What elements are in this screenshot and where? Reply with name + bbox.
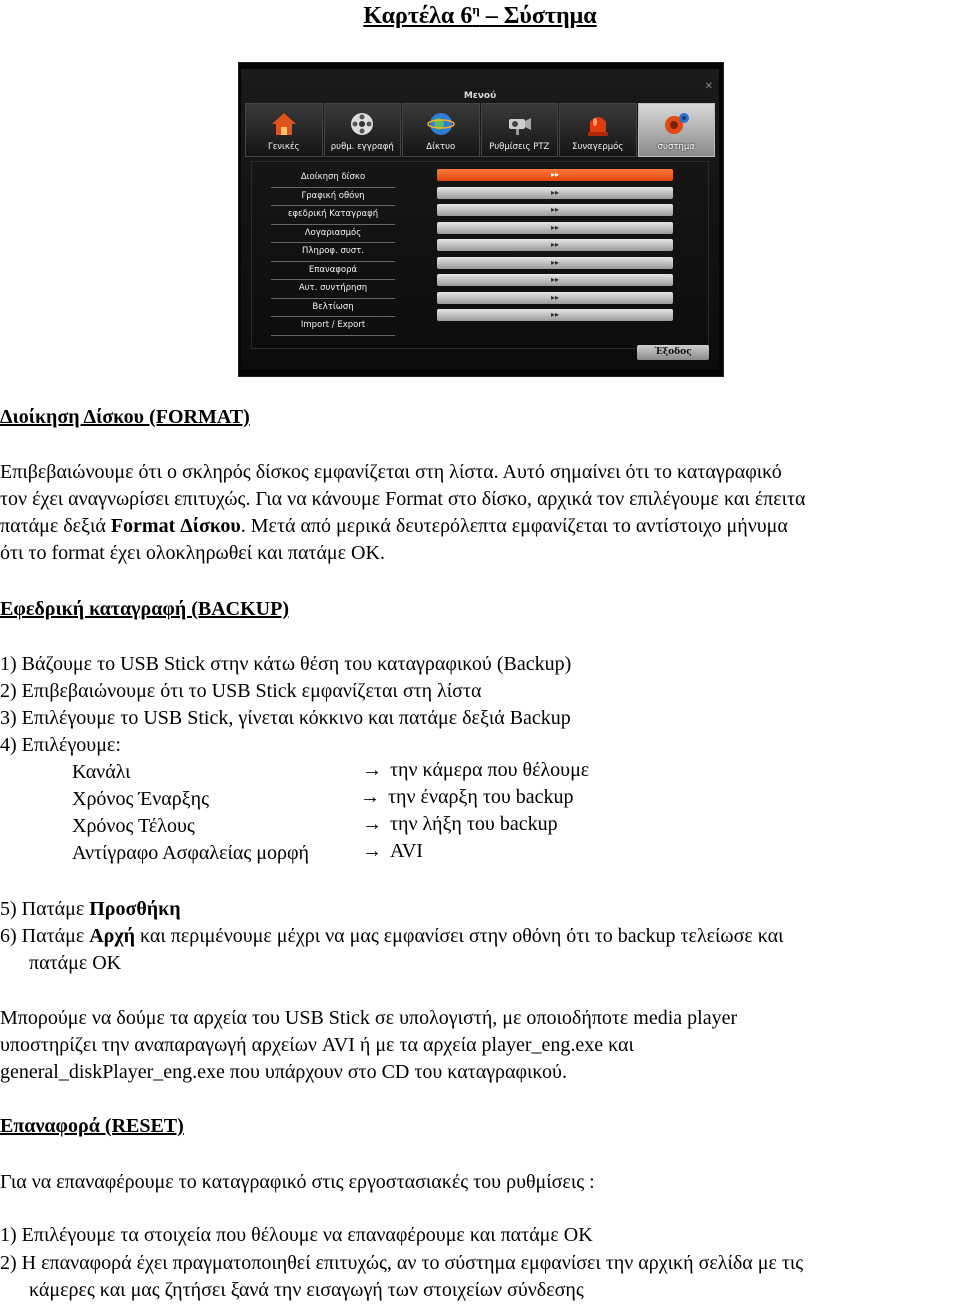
tab-record[interactable]: ρυθμ. εγγραφή bbox=[324, 103, 402, 157]
tab-network[interactable]: Δίκτυο bbox=[402, 103, 480, 157]
option-value: την λήξη του backup bbox=[390, 813, 558, 835]
format-heading: Διοίκηση Δίσκου (FORMAT) bbox=[0, 406, 250, 428]
arrow-button[interactable]: ▸▸ bbox=[437, 187, 673, 199]
arrow-icon: → bbox=[362, 759, 382, 781]
menu-item-import-export[interactable]: Import / Export bbox=[271, 317, 395, 336]
arrow-button[interactable]: ▸▸ bbox=[437, 222, 673, 234]
film-reel-icon bbox=[347, 110, 377, 138]
menu-item-account[interactable]: Λογαριασμός bbox=[271, 225, 395, 244]
reset-intro: Για να επαναφέρουμε το καταγραφικό στις εργοστασιακές του ρυθμίσεις : bbox=[0, 1171, 595, 1193]
backup-step-5: 5) Πατάμε Προσθήκη bbox=[0, 898, 181, 920]
arrow-button[interactable]: ▸▸ bbox=[437, 274, 673, 286]
arrow-button[interactable]: ▸▸ bbox=[437, 257, 673, 269]
menu-item-maintenance[interactable]: Αυτ. συντήρηση bbox=[271, 280, 395, 299]
arrow-icon: → bbox=[362, 813, 382, 835]
option-value: AVI bbox=[390, 840, 423, 862]
backup-note-1: Μπορούμε να δούμε τα αρχεία του USB Stick σε υπολογιστή, με οποιοδήποτε media player bbox=[0, 1007, 738, 1029]
reset-step-2-cont: κάμερες και μας ζητήσει ξανά την εισαγωγή των στοιχείων σύνδεσης bbox=[29, 1279, 584, 1301]
reset-heading: Επαναφορά (RESET) bbox=[0, 1115, 184, 1137]
format-line-2: τον έχει αναγνωρίσει επιτυχώς. Για να κάνουμε Format στο δίσκο, αρχικά τον επιλέγουμε και έπειτα bbox=[0, 488, 806, 510]
option-label: Χρόνος Τέλους bbox=[72, 815, 195, 837]
alarm-siren-icon bbox=[583, 110, 613, 138]
page-title: Καρτέλα $6^\eta$ – Σύστημα bbox=[363, 2, 597, 29]
menu-item-info[interactable]: Πληροφ. συστ. bbox=[271, 243, 395, 262]
tab-alarm[interactable]: Συναγερμός bbox=[559, 103, 637, 157]
menu-item-backup[interactable]: εφεδρική Καταγραφή bbox=[271, 206, 395, 225]
arrow-button[interactable]: ▸▸ bbox=[437, 239, 673, 251]
system-menu-list bbox=[271, 169, 395, 336]
exit-button[interactable]: Έξοδος bbox=[637, 345, 709, 360]
format-line-4: ότι το format έχει ολοκληρωθεί και πατάμε OK. bbox=[0, 542, 385, 564]
tab-system[interactable]: σύστημα bbox=[638, 103, 716, 157]
menu-item-disk[interactable]: Διοίκηση δίσκο bbox=[271, 169, 395, 188]
gears-icon bbox=[661, 110, 691, 138]
window-title: Μενού bbox=[463, 91, 497, 101]
backup-step-1: 1) Βάζουμε το USB Stick στην κάτω θέση του καταγραφικού (Backup) bbox=[0, 653, 572, 675]
option-label: Χρόνος Έναρξης bbox=[72, 788, 210, 810]
format-line-1: Επιβεβαιώνουμε ότι ο σκληρός δίσκος εμφανίζεται στη λίστα. Αυτό σημαίνει ότι το καταγραφικό bbox=[0, 461, 782, 483]
arrow-button[interactable]: ▸▸ bbox=[437, 309, 673, 321]
menu-item-reset[interactable]: Επαναφορά bbox=[271, 262, 395, 281]
option-label: Αντίγραφο Ασφαλείας μορφή bbox=[72, 842, 309, 864]
arrow-icon: → bbox=[362, 840, 382, 862]
backup-step-3: 3) Επιλέγουμε το USB Stick, γίνεται κόκκινο και πατάμε δεξιά Backup bbox=[0, 707, 571, 729]
tab-ptz[interactable]: Ρυθμίσεις PTZ bbox=[481, 103, 559, 157]
backup-note-2: υποστηρίζει την αναπαραγωγή αρχείων AVI ή με τα αρχεία player_eng.exe και bbox=[0, 1034, 634, 1056]
tab-general[interactable]: Γενικές bbox=[245, 103, 323, 157]
reset-step-2: 2) Η επαναφορά έχει πραγματοποιηθεί επιτυχώς, αν το σύστημα εμφανίσει την αρχική σελίδα με τις bbox=[0, 1252, 804, 1274]
close-icon: ✕ bbox=[704, 81, 713, 92]
arrow-icon: → bbox=[360, 786, 380, 808]
menu-item-display[interactable]: Γραφική οθόνη bbox=[271, 188, 395, 207]
menu-arrow-buttons bbox=[437, 169, 673, 327]
backup-step-4: 4) Επιλέγουμε: bbox=[0, 734, 121, 756]
format-line-3: πατάμε δεξιά Format Δίσκου. Μετά από μερικά δευτερόλεπτα εμφανίζεται το αντίστοιχο μήνυμα bbox=[0, 515, 788, 537]
backup-step-6-cont: πατάμε OK bbox=[29, 952, 122, 974]
option-value: την έναρξη του backup bbox=[388, 786, 574, 808]
reset-step-1: 1) Επιλέγουμε τα στοιχεία που θέλουμε να επαναφέρουμε και πατάμε OK bbox=[0, 1224, 593, 1246]
house-icon bbox=[269, 110, 299, 138]
arrow-button[interactable]: ▸▸ bbox=[437, 292, 673, 304]
option-value: την κάμερα που θέλουμε bbox=[390, 759, 590, 781]
menu-item-upgrade[interactable]: Βελτίωση bbox=[271, 299, 395, 318]
backup-heading: Εφεδρική καταγραφή (BACKUP) bbox=[0, 598, 290, 620]
backup-step-2: 2) Επιβεβαιώνουμε ότι το USB Stick εμφανίζεται στη λίστα bbox=[0, 680, 482, 702]
backup-note-3: general_diskPlayer_eng.exe που υπάρχουν στο CD του καταγραφικού. bbox=[0, 1061, 567, 1083]
arrow-button[interactable]: ▸▸ bbox=[437, 169, 673, 181]
arrow-button[interactable]: ▸▸ bbox=[437, 204, 673, 216]
option-label: Κανάλι bbox=[72, 761, 131, 783]
dvr-menu-screenshot bbox=[238, 62, 724, 377]
globe-icon bbox=[426, 110, 456, 138]
backup-step-6: 6) Πατάμε Αρχή και περιμένουμε μέχρι να μας εμφανίσει στην οθόνη ότι το backup τελείωσε και bbox=[0, 925, 784, 947]
ptz-camera-icon bbox=[504, 110, 534, 138]
menu-tabs bbox=[245, 103, 715, 157]
